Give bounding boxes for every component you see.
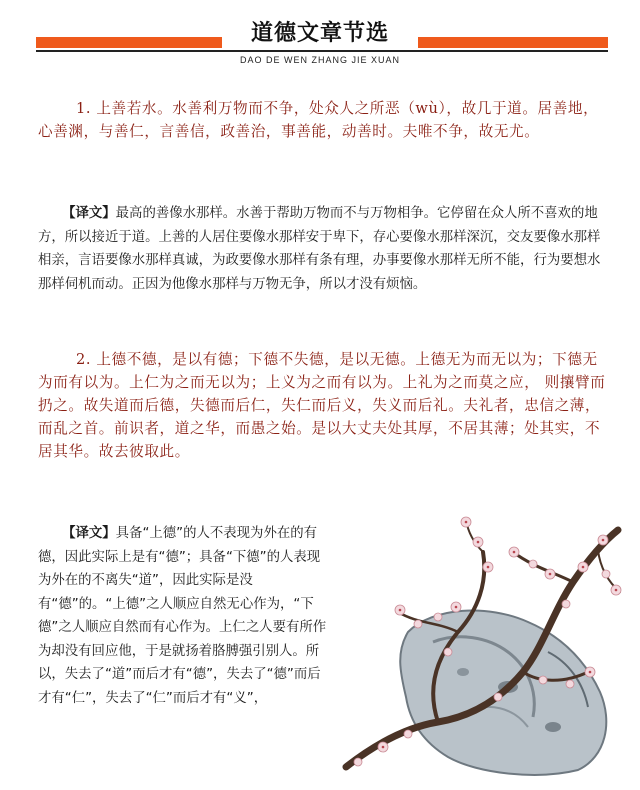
header-divider xyxy=(36,50,608,52)
section-1-translation xyxy=(38,202,608,296)
section-2-translation xyxy=(38,522,328,710)
page-title: 道德文章节选 xyxy=(250,21,389,46)
translation-text: 最高的善像水那样。水善于帮助万物而不与万物相争。它停留在众人所不喜欢的地方，所以接近于道。上善的人居住要像水那样安于卑下，存心要像水那样深沉，交友要像水那样相亲，言语要像水那样真诚，为政要像水那样有条有理，办事要像水那样无所不能，行为要想水那样伺机而动。正因为他像水那样与万物无争，所以才没有烦恼。 xyxy=(38,206,601,292)
translation-label: 【译文】 xyxy=(62,206,116,221)
section-1-original: 1. 上善若水。水善利万物而不争，处众人之所恶（wù），故几于道。居善地，心善渊，与善仁，言善信，政善治，事善能，动善时。夫唯不争，故无尤。 xyxy=(38,100,599,140)
section-2-original: 2. 上德不德，是以有德；下德不失德，是以无德。上德无为而无以为；下德无为而有以为。上仁为之而无以为；上义为之而有以为。上礼为之而莫之应， 则攘臂而扔之。故失道而后德，失德而后仁，失仁而后义，失义而后礼。夫礼者，忠信之薄，而乱之首。前识者，道之华，而愚之始。是以大丈夫处其厚，不居其薄；处其实，不居其华。故去彼取此。 xyxy=(38,351,606,460)
translation-label: 【译文】 xyxy=(62,526,116,541)
plum-blossom-rock-painting-icon xyxy=(338,512,628,782)
translation-text: 具备“上德”的人不表现为外在的有德，因此实际上是有“德”；具备“下德”的人表现为外在的不离失“道”，因此实际是没有“德”的。“上德”之人顺应自然无心作为，“下德”之人顺应自然而有心作为。上仁之人要有所作为却没有回应他，于是就扬着胳膊强引别人。所以，失去了“道”而后才有“德”，失去了“德”而后才有“仁”，失去了“仁”而后才有“义”， xyxy=(38,526,327,706)
page-subtitle: DAO DE WEN ZHANG JIE XUAN xyxy=(239,55,400,65)
